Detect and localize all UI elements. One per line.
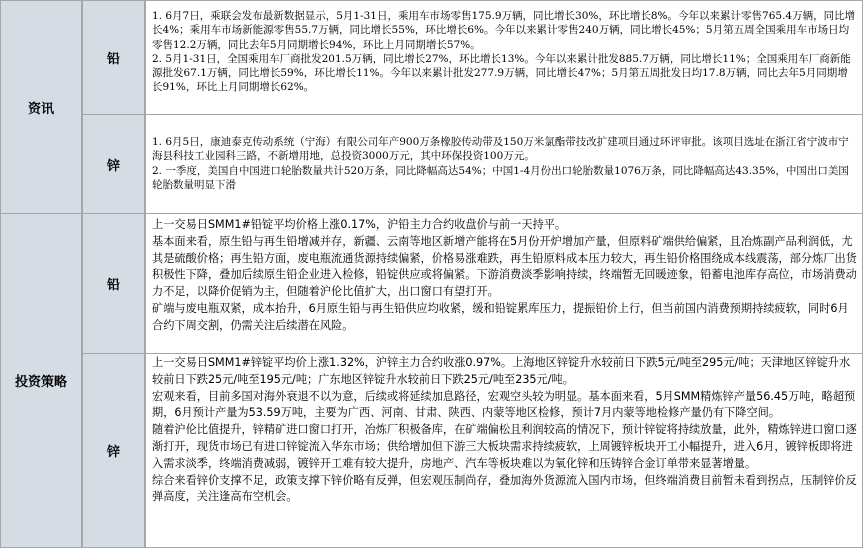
subsection-label-strategy-zinc: 锌: [82, 353, 145, 548]
strategy-lead-paragraph: 矿端与废电瓶双紧，成本抬升，6月原生铅与再生铅供应均收紧，缓和铅锭累库压力，提振铅价上行，但当前国内消费预期持续疲软，同时6月合约下周交割，仍需关注后续潜在风险。: [152, 301, 849, 332]
strategy-lead-content: [145, 213, 863, 354]
strategy-zinc-paragraph: 上一交易日SMM1#锌锭平均价上涨1.32%，沪锌主力合约收涨0.97%。上海地区锌锭升水较前日下跌5元/吨至295元/吨；天津地区锌锭升水较前日下跌25元/吨至195元/吨；广东地区锌锭升水较前日下跌25元/吨至235元/吨。: [152, 356, 851, 386]
section-label-news: 资讯: [0, 0, 82, 214]
subsection-label-strategy-lead: 铅: [82, 213, 145, 354]
strategy-zinc-paragraph: 宏观来看，目前多国对海外衰退不以为意，后续或将延续加息路径，宏观空头较为明显。基本面来看，5月SMM精炼锌产量56.45万吨，略超预期，6月预计产量为53.59万吨，主要为广西、河南、甘肃、陕西、内蒙等地区检修，预计7月内蒙等地检修产量仍有下降空间。: [152, 389, 856, 420]
news-lead-paragraph: 2. 5月1-31日，全国乘用车厂商批发201.5万辆，同比增长27%，环比增长13%。今年以来累计批发885.7万辆，同比增长11%；全国乘用车厂商新能源批发67.1万辆，同比增长59%，环比增长11%。今年以来累计批发277.9万辆，同比增长47%；5月第五周批发日均17.8万辆，同比去年5月同期增长91%，环比上月同期增长62%。: [152, 52, 851, 94]
strategy-zinc-content: [145, 353, 863, 548]
news-zinc-content: [145, 114, 863, 214]
subsection-label-news-zinc: 锌: [82, 114, 145, 214]
news-lead-content: [145, 0, 863, 115]
strategy-lead-paragraph: 上一交易日SMM1#铅锭平均价格上涨0.17%，沪铅主力合约收盘价与前一天持平。: [152, 218, 567, 231]
section-label-strategy: 投资策略: [0, 213, 82, 548]
news-zinc-paragraph: 1. 6月5日，康迪泰克传动系统（宁海）有限公司年产900万条橡胶传动带及150万米氯酯带技改扩建项目通过环评审批。该项目选址在浙江省宁波市宁海县科技工业园科三路，不新增用地，总投资3000万元，其中环保投资100万元。: [152, 136, 849, 163]
strategy-zinc-paragraph: 随着沪伦比值提升，锌精矿进口窗口打开，冶炼厂积极备库，在矿端偏松且利润较高的情况下，预计锌锭将持续放量，此外，精炼锌进口窗口逐渐打开，现货市场已有进口锌锭流入华东市场；供给增加但下游三大板块需求持续疲软，上周镀锌板块开工小幅提升，进入6月，镀锌板即将进入需求淡季，终端消费减弱，镀锌开工难有较大提升，房地产、汽车等板块难以为氧化锌和压铸锌合金订单带来显著增量。: [152, 423, 857, 470]
subsection-label-news-lead: 铅: [82, 0, 145, 115]
news-zinc-paragraph: 2. 一季度，美国自中国进口轮胎数量共计520万条，同比降幅高达54%；中国1-4月份出口轮胎数量1076万条，同比降幅高达43.35%，中国出口美国轮胎数量明显下滑: [152, 164, 849, 191]
news-lead-paragraph: 1. 6月7日，乘联会发布最新数据显示，5月1-31日，乘用车市场零售175.9万辆，同比增长30%，环比增长8%。今年以来累计零售765.4万辆，同比增长4%；乘用车市场新能源零售55.7万辆，同比增长55%，环比增长6%。今年以来累计零售240万辆，同比增长45%；5月第五周全国乘用车市场日均零售12.2万辆，同比去年5月同期增长94%，环比上月同期增长57%。: [152, 10, 856, 51]
strategy-zinc-paragraph: 综合来看锌价支撑不足，政策支撑下锌价略有反弹，但宏观压制尚存，叠加海外货源流入国内市场，但终端消费目前暂未看到拐点，压制锌价反弹高度，关注逢高布空机会。: [152, 473, 857, 504]
strategy-lead-paragraph: 基本面来看，原生铅与再生铅增减并存，新疆、云南等地区新增产能将在5月份开炉增加产量，但原料矿端供给偏紧，且冶炼副产品利润低，尤其是硫酸价格；再生铅方面，废电瓶流通货源持续偏紧，价格易涨难跌，再生铅原料成本压力较大，再生铅价格围绕成本线震荡，部分炼厂出货积极性下降，叠加后续原生铅企业进入检修，铅锭供应或将偏紧。下游消费淡季影响持续，终端暂无回暖迹象，铅蓄电池库存高位，市场消费动力不足，以降价促销为主，但随着沪伦比值扩大，出口窗口有望打开。: [152, 234, 857, 299]
